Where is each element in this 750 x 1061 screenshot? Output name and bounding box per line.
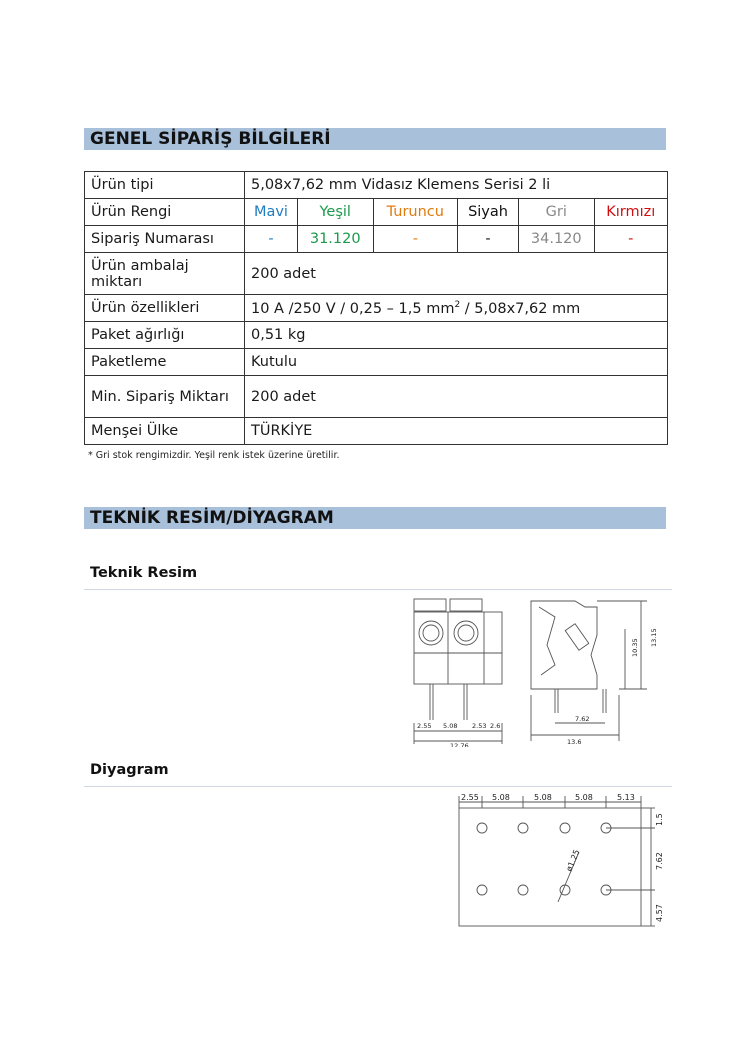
row-label: Ürün özellikleri <box>85 295 245 322</box>
product-type-value: 5,08x7,62 mm Vidasız Klemens Serisi 2 li <box>245 172 668 199</box>
technical-drawing-heading: Teknik Resim <box>90 565 198 581</box>
packaging-value: Kutulu <box>245 349 668 376</box>
color-black: Siyah <box>458 199 519 226</box>
divider <box>84 589 672 590</box>
origin-value: TÜRKİYE <box>245 418 668 445</box>
dim-label: 2.6 <box>490 722 501 730</box>
dim-label: 4.57 <box>655 904 664 922</box>
pack-qty-value: 200 adet <box>245 253 668 295</box>
features-text: 10 A /250 V / 0,25 – 1,5 mm <box>251 300 455 317</box>
diagram-heading: Diyagram <box>90 762 169 778</box>
row-label: Ürün ambalaj miktarı <box>85 253 245 295</box>
color-green: Yeşil <box>297 199 373 226</box>
dim-label: 10.35 <box>631 638 639 657</box>
min-order-value: 200 adet <box>245 376 668 418</box>
table-row <box>85 199 668 226</box>
row-label: Paketleme <box>85 349 245 376</box>
dim-label: 13.6 <box>567 738 582 746</box>
section-title-technical: TEKNİK RESİM/DİYAGRAM <box>84 507 666 529</box>
features-text-2: / 5,08x7,62 mm <box>460 300 581 317</box>
dim-label: 5.08 <box>443 722 458 730</box>
divider <box>84 786 672 787</box>
section-title-order-info: GENEL SİPARİŞ BİLGİLERİ <box>84 128 666 150</box>
dim-label: 12.76 <box>450 742 469 747</box>
side-view-drawing <box>525 595 665 747</box>
order-number-gray: 34.120 <box>518 226 594 253</box>
hole-pattern-diagram <box>455 790 670 930</box>
row-label: Min. Sipariş Miktarı <box>85 376 245 418</box>
features-value <box>245 295 668 322</box>
table-row <box>85 376 668 418</box>
dim-label: 2.55 <box>461 793 479 802</box>
row-label: Ürün Rengi <box>85 199 245 226</box>
order-info-table <box>84 171 668 445</box>
color-red: Kırmızı <box>594 199 667 226</box>
row-label: Sipariş Numarası <box>85 226 245 253</box>
dim-label: 7.62 <box>575 715 590 723</box>
order-number-red: - <box>594 226 667 253</box>
hole-diameter-label: ø1.25 <box>564 848 582 873</box>
footnote: * Gri stok rengimizdir. Yeşil renk istek üzerine üretilir. <box>88 450 340 461</box>
dim-label: 1.5 <box>655 813 664 826</box>
dim-label: 2.53 <box>472 722 487 730</box>
order-number-orange: - <box>373 226 458 253</box>
dim-label: 5.13 <box>617 793 635 802</box>
color-orange: Turuncu <box>373 199 458 226</box>
table-row <box>85 349 668 376</box>
dim-label: 2.55 <box>417 722 432 730</box>
row-label: Ürün tipi <box>85 172 245 199</box>
table-row <box>85 418 668 445</box>
table-row <box>85 172 668 199</box>
color-blue: Mavi <box>245 199 298 226</box>
row-label: Paket ağırlığı <box>85 322 245 349</box>
order-number-blue: - <box>245 226 298 253</box>
table-row <box>85 226 668 253</box>
table-row <box>85 322 668 349</box>
features-sup: 2 <box>454 299 461 310</box>
table-row <box>85 295 668 322</box>
dim-label: 5.08 <box>575 793 593 802</box>
dim-label: 5.08 <box>534 793 552 802</box>
color-gray: Gri <box>518 199 594 226</box>
weight-value: 0,51 kg <box>245 322 668 349</box>
dim-label: 5.08 <box>492 793 510 802</box>
row-label: Menşei Ülke <box>85 418 245 445</box>
dim-label: 7.62 <box>655 852 664 870</box>
front-view-drawing <box>410 595 510 747</box>
table-row <box>85 253 668 295</box>
order-number-green: 31.120 <box>297 226 373 253</box>
dim-label: 13.15 <box>650 628 658 647</box>
order-number-black: - <box>458 226 519 253</box>
